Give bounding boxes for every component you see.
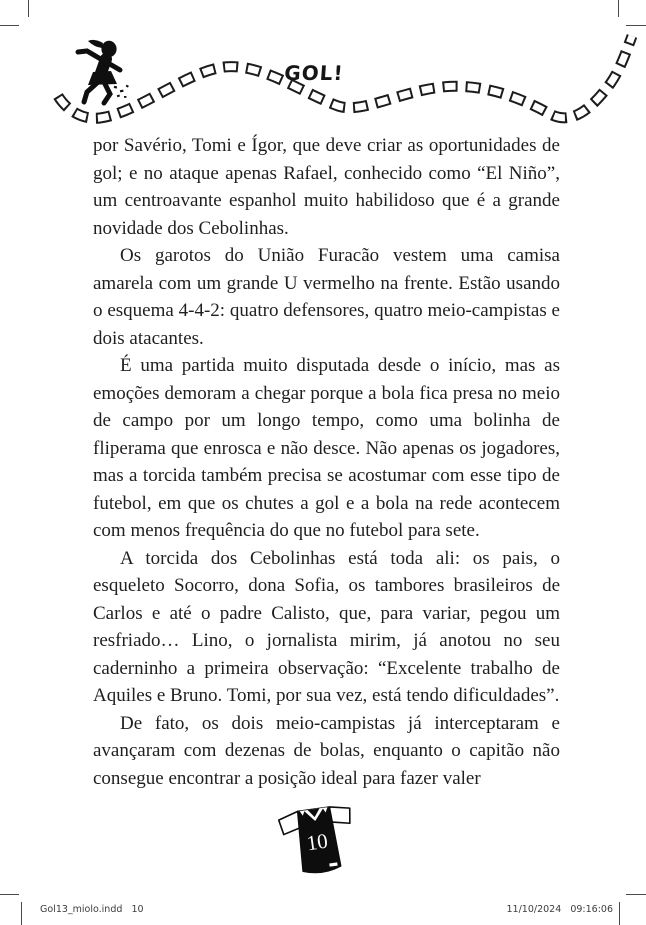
crop-mark xyxy=(626,894,646,895)
body-text xyxy=(93,132,560,792)
slug-datetime: 11/10/2024 09:16:06 xyxy=(506,904,613,915)
paragraph: De fato, os dois meio-campistas já interceptaram e avançaram com dezenas de bolas, enquanto o capitão não consegue encontrar a posição ideal para fazer valer xyxy=(93,712,560,789)
crop-mark xyxy=(619,902,620,925)
paragraph: A torcida dos Cebolinhas está toda ali: os pais, o esqueleto Socorro, dona Sofia, os tambores brasileiros de Carlos e até o padre Calisto, que, para variar, pegou um resfriado… Lino, o jornalista mirim, já anotou no seu caderninho a primeira observação: “Excelente trabalho de Aquiles e Bruno. Tomi, por sua vez, está tendo dificuldades”. xyxy=(93,547,560,706)
page-number: 10 xyxy=(305,828,330,856)
running-head-title: GOL! xyxy=(283,61,345,85)
paragraph: por Savério, Tomi e Ígor, que deve criar as oportunidades de gol; e no ataque apenas Rafael, conhecido como “El Niño”, um centroavante espanhol muito habilidoso que é a grande novidade dos Cebolinhas. xyxy=(93,135,560,239)
crop-mark xyxy=(0,894,19,895)
running-child-silhouette-icon xyxy=(72,39,134,109)
slug-filename: Gol13_miolo.indd 10 xyxy=(40,904,144,915)
paragraph: É uma partida muito disputada desde o início, mas as emoções demoram a chegar porque a bola fica presa no meio de campo por um longo tempo, como uma bolinha de fliperama que enrosca e não desce. Não apenas os jogadores, mas a torcida também precisa se acostumar com esse tipo de futebol, em que os chutes a gol e a bola na rede acontecem com menos frequência do que no futebol para sete. xyxy=(93,355,560,541)
crop-mark xyxy=(21,902,22,925)
paragraph: Os garotos do União Furacão vestem uma camisa amarela com um grande U vermelho na frente. Estão usando o esquema 4-4-2: quatro defensores, quatro meio-campistas e dois atacantes. xyxy=(93,245,560,349)
soccer-jersey-icon xyxy=(276,799,358,883)
